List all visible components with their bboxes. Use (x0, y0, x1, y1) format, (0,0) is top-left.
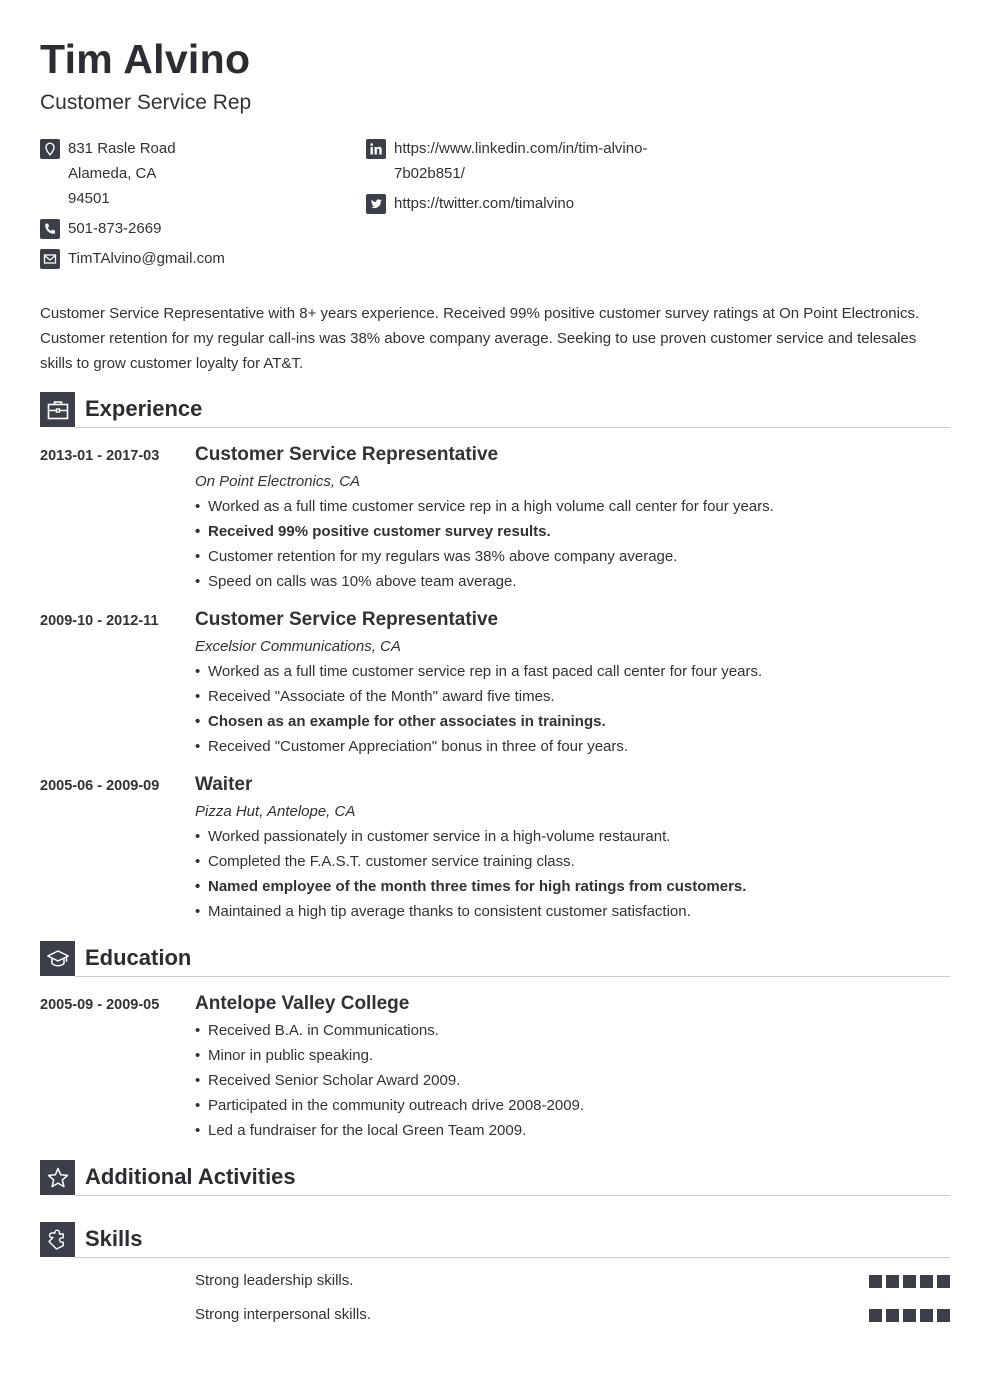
email (40, 246, 340, 271)
skill-level-square (869, 1309, 882, 1322)
bullet: • Received B.A. in Communications. (195, 1021, 950, 1046)
skills-header (40, 1222, 950, 1258)
profile-summary: Customer Service Representative with 8+ years experience. Received 99% positive customer survey ratings at On Point Electronics. Customer retention for my regular call-ins was 38% above company average. Seeking to use proven customer service and telesales skills to grow customer loyalty for AT&T. (40, 305, 920, 372)
bullet: • Worked passionately in customer service in a high-volume restaurant. (195, 827, 950, 852)
bullet: • Participated in the community outreach drive 2008-2009. (195, 1096, 950, 1121)
bullet: • Chosen as an example for other associates in trainings. (195, 712, 950, 737)
experience-title: Experience (85, 396, 203, 421)
entry-bullets (195, 827, 950, 927)
address-line-3: 94501 (68, 190, 110, 207)
phone-number[interactable]: 501-873-2669 (68, 220, 162, 237)
skill-level-square (869, 1275, 882, 1288)
skill-row (195, 1305, 950, 1325)
graduation-cap-icon (40, 941, 75, 976)
email-address[interactable]: TimTAlvino@gmail.com (68, 250, 225, 267)
skill-label: Strong leadership skills. (195, 1272, 354, 1289)
linkedin-url-line-1[interactable]: https://www.linkedin.com/in/tim-alvino- (394, 140, 648, 157)
entry-organization: Pizza Hut, Antelope, CA (195, 803, 356, 820)
bullet: • Named employee of the month three times for high ratings from customers. (195, 877, 950, 902)
linkedin (366, 136, 666, 186)
linkedin-url-line-2[interactable]: 7b02b851/ (394, 165, 465, 182)
activities-header (40, 1160, 950, 1196)
bullet: • Worked as a full time customer service rep in a fast paced call center for four years. (195, 662, 950, 687)
bullet: • Received "Associate of the Month" award five times. (195, 687, 950, 712)
entry-title: Customer Service Representative (195, 444, 499, 465)
address (40, 136, 340, 211)
skill-level-square (920, 1275, 933, 1288)
entry-title: Waiter (195, 774, 253, 795)
contact-left (40, 136, 340, 271)
activities-title: Additional Activities (85, 1164, 296, 1189)
bullet: • Minor in public speaking. (195, 1046, 950, 1071)
entry-organization: On Point Electronics, CA (195, 473, 361, 490)
linkedin-icon (366, 139, 386, 159)
entry-dates: 2005-06 - 2009-09 (40, 778, 160, 794)
bullet: • Completed the F.A.S.T. customer service training class. (195, 852, 950, 877)
candidate-name: Tim Alvino (40, 36, 251, 82)
skill-level-square (937, 1309, 950, 1322)
education-title: Education (85, 945, 192, 970)
location-pin-icon (40, 139, 60, 159)
bullet: • Received "Customer Appreciation" bonus in three of four years. (195, 737, 950, 762)
entry-title: Customer Service Representative (195, 609, 499, 630)
entry-organization: Excelsior Communications, CA (195, 638, 401, 655)
twitter (366, 191, 666, 216)
section-divider (75, 427, 950, 428)
experience-header (40, 392, 950, 428)
contact-right (366, 136, 666, 216)
bullet: • Led a fundraiser for the local Green Team 2009. (195, 1121, 950, 1146)
skill-level (869, 1309, 950, 1322)
skill-level (869, 1275, 950, 1288)
skill-level-square (920, 1309, 933, 1322)
bullet: • Received Senior Scholar Award 2009. (195, 1071, 950, 1096)
entry-bullets (195, 497, 950, 597)
entry-dates: 2005-09 - 2009-05 (40, 997, 160, 1013)
briefcase-icon (40, 392, 75, 427)
twitter-icon (366, 194, 386, 214)
entry-dates: 2009-10 - 2012-11 (40, 613, 159, 629)
bullet: • Received 99% positive customer survey results. (195, 522, 950, 547)
candidate-role: Customer Service Rep (40, 91, 252, 114)
twitter-url[interactable]: https://twitter.com/timalvino (394, 195, 575, 212)
bullet: • Maintained a high tip average thanks to consistent customer satisfaction. (195, 902, 950, 927)
skill-level-square (886, 1275, 899, 1288)
skill-row (195, 1271, 950, 1291)
envelope-icon (40, 249, 60, 269)
address-line-1: 831 Rasle Road (68, 140, 176, 157)
bullet: • Speed on calls was 10% above team average. (195, 572, 950, 597)
education-header (40, 941, 950, 977)
star-icon (40, 1160, 75, 1195)
entry-bullets (195, 662, 950, 762)
entry-title: Antelope Valley College (195, 993, 410, 1014)
skill-level-square (937, 1275, 950, 1288)
section-divider (75, 1195, 950, 1196)
address-line-2: Alameda, CA (68, 165, 157, 182)
skill-level-square (886, 1309, 899, 1322)
phone-icon (40, 219, 60, 239)
skill-label: Strong interpersonal skills. (195, 1306, 371, 1323)
skill-level-square (903, 1275, 916, 1288)
skills-title: Skills (85, 1226, 143, 1251)
phone (40, 216, 340, 241)
entry-bullets (195, 1021, 950, 1146)
bullet: • Worked as a full time customer service rep in a high volume call center for four years. (195, 497, 950, 522)
section-divider (75, 976, 950, 977)
bullet: • Customer retention for my regulars was 38% above company average. (195, 547, 950, 572)
puzzle-icon (40, 1222, 75, 1257)
skill-level-square (903, 1309, 916, 1322)
section-divider (75, 1257, 950, 1258)
entry-dates: 2013-01 - 2017-03 (40, 448, 160, 464)
